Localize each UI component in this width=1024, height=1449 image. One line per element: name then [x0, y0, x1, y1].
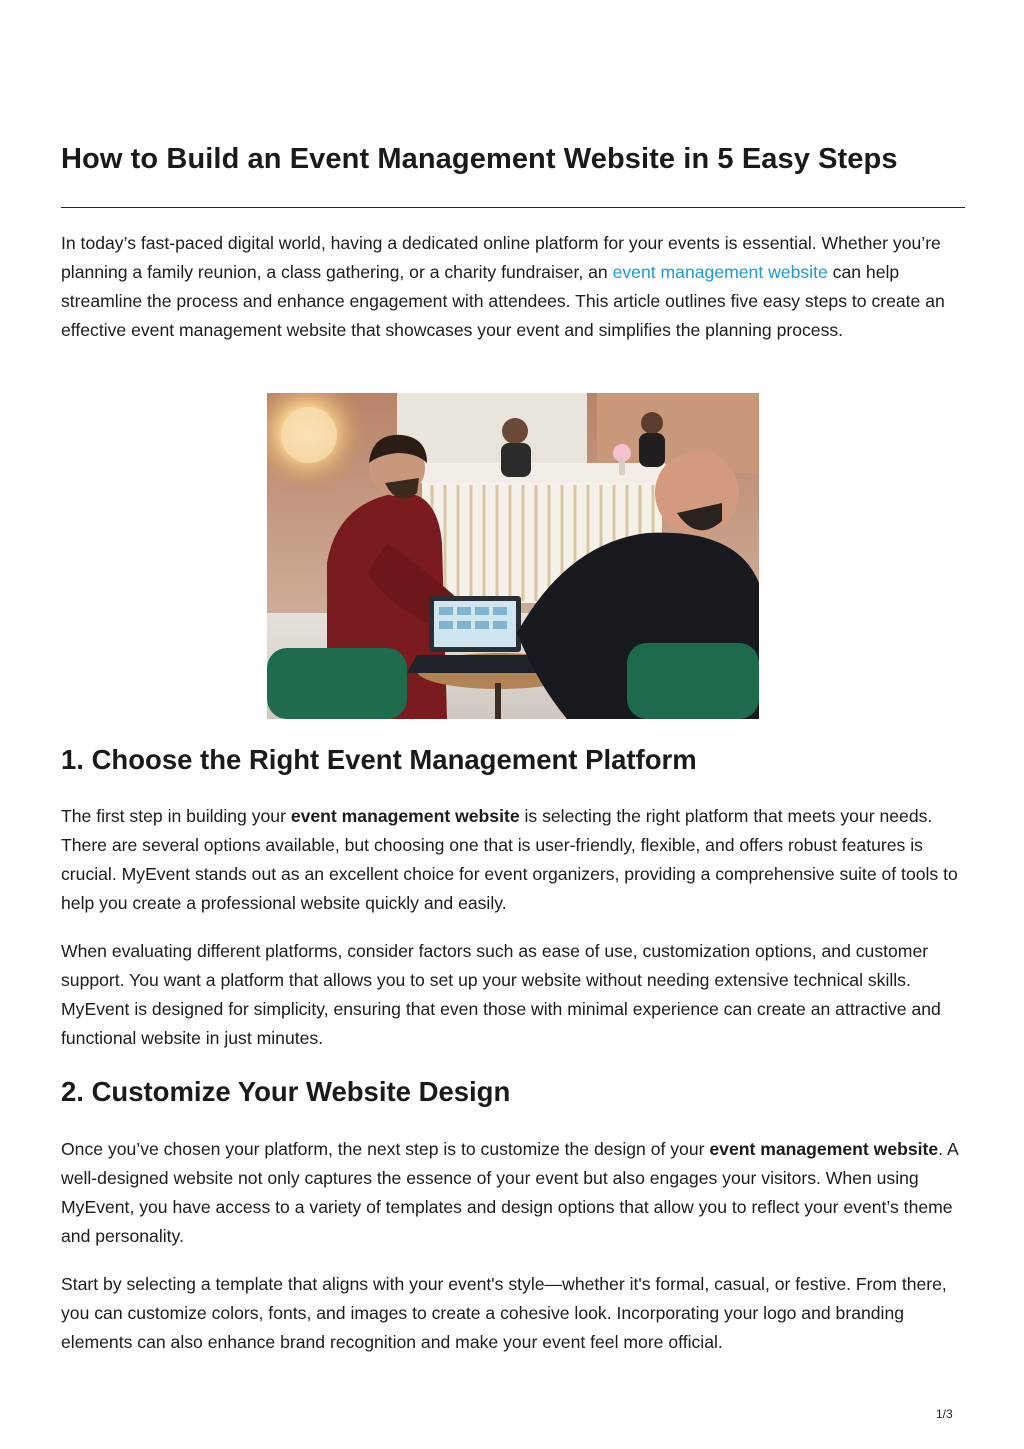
section2-paragraph-2: Start by selecting a template that aligns with your event's style—whether it's formal, casual, or festive. From there, you can customize colors, fonts, and images to create a cohesive look. Incorporating your logo and branding elements can also enhance brand recognition and make your event feel more official.	[61, 1274, 947, 1352]
section2-p1-start: Once you’ve chosen your platform, the next step is to customize the design of your	[61, 1139, 710, 1159]
event-planning-photo	[267, 393, 759, 719]
section-heading-platform: 1. Choose the Right Event Management Platform	[61, 744, 697, 775]
intro-text-start: In today’s fast-paced digital world, having a dedicated online platform for your events is essential. Whether you’re planning a family reunion, a class gathering, or a charity fundraiser, an	[61, 233, 941, 282]
event-management-website-link[interactable]: event management website	[612, 262, 828, 282]
article-hero-image	[267, 393, 759, 719]
section1-p1-end: is selecting the right platform that meets your needs. There are several options available, but choosing one that is user-friendly, flexible, and offers robust features is crucial. MyEvent stands out as an excellent choice for event organizers, providing a comprehensive suite of tools to help you create a professional website quickly and easily.	[61, 806, 958, 913]
section-heading-design: 2. Customize Your Website Design	[61, 1076, 511, 1107]
title-divider	[61, 207, 965, 208]
page-title: How to Build an Event Management Website in 5 Easy Steps	[61, 143, 898, 175]
section1-paragraph-2: When evaluating different platforms, consider factors such as ease of use, customization options, and customer support. You want a platform that allows you to set up your website without needing extensive technical skills. MyEvent is designed for simplicity, ensuring that even those with minimal experience can create an attractive and functional website in just minutes.	[61, 941, 941, 1048]
section1-p1-start: The first step in building your	[61, 806, 291, 826]
page-number: 1/3	[936, 1407, 953, 1421]
section1-p1-bold: event management website	[290, 806, 520, 826]
section2-p1-end: . A well-designed website not only captures the essence of your event but also engages your visitors. When using MyEvent, you have access to a variety of templates and design options that allow you to reflect your event’s theme and personality.	[61, 1139, 958, 1246]
intro-paragraph	[61, 229, 961, 345]
section2-p1-bold: event management website	[709, 1139, 939, 1159]
intro-text-end: can help streamline the process and enhance engagement with attendees. This article outlines five easy steps to create an effective event management website that showcases your event and simplifies the planning process.	[61, 262, 945, 340]
section2-paragraph-1	[61, 1135, 961, 1251]
section1-paragraph-1	[61, 802, 961, 918]
